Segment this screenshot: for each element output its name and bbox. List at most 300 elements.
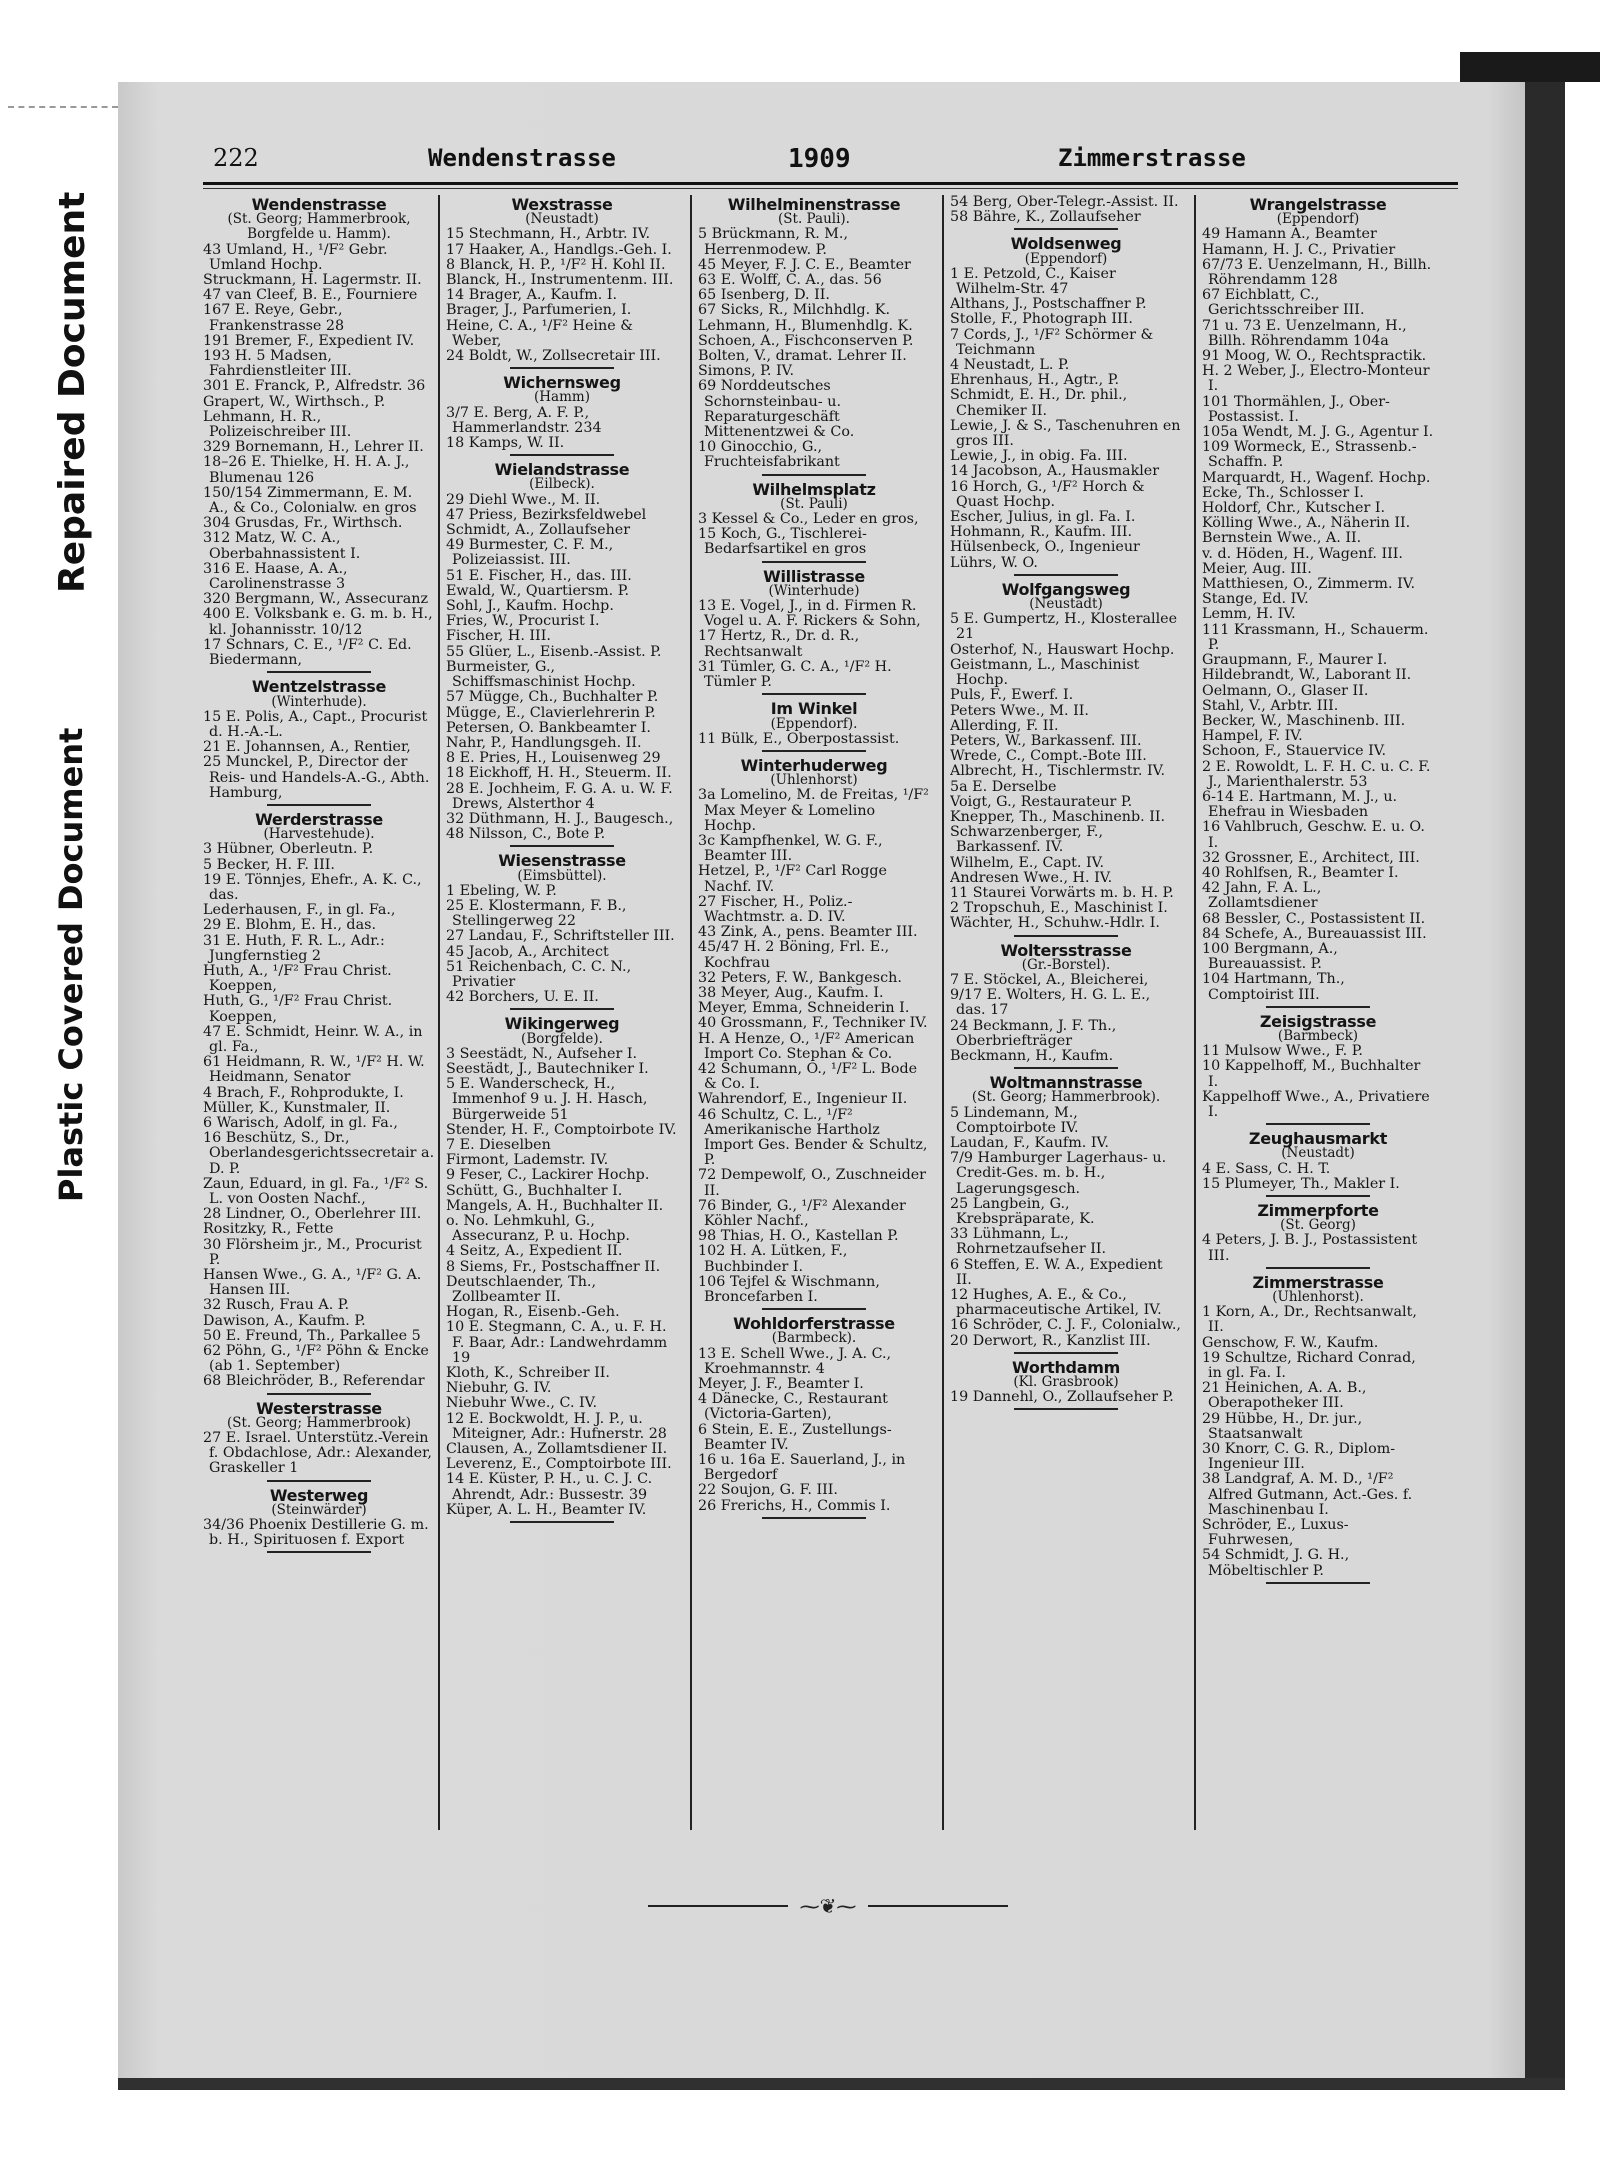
street-section — [1202, 1272, 1434, 1584]
resident-entry: 6 Stein, E. E., Zustellungs-Beamter IV. — [698, 1421, 892, 1453]
resident-entry: Fischer, H. III. — [446, 628, 551, 645]
resident-entry: 61 Heidmann, R. W., ¹/F² H. W. Heidmann, Senator — [203, 1054, 425, 1086]
ornament-line-left — [648, 1905, 788, 1907]
street-heading — [203, 1398, 435, 1431]
street-district: (Hamm) — [534, 389, 590, 406]
resident-entry: 15 E. Polis, A., Capt., Procurist d. H.-A.-L. — [203, 708, 428, 740]
street-heading — [203, 679, 435, 709]
resident-entry: 1 Ebeling, W. P. — [446, 882, 557, 899]
section-rule — [267, 1551, 371, 1553]
street-title: Zeughausmarkt — [1248, 1129, 1388, 1149]
resident-entry: 69 Norddeutsches Schornsteinbau- u. Reparaturgeschäft Mittenentzwei & Co. — [698, 378, 855, 441]
street-district: (Neustadt) — [525, 211, 599, 228]
resident-entry: H. 2 Weber, J., Electro-Monteur I. — [1202, 363, 1430, 395]
resident-entry: 105a Wendt, M. J. G., Agentur I. — [1202, 424, 1434, 441]
resident-entry: Heine, C. A., ¹/F² Heine & Weber, — [446, 317, 633, 349]
resident-entry: Bolten, V., dramat. Lehrer II. — [698, 348, 907, 365]
resident-entry: 63 E. Wolff, C. A., das. 56 — [698, 272, 882, 289]
resident-entry: 7 Cords, J., ¹/F² Schörmer & Teichmann — [950, 326, 1154, 358]
street-heading — [950, 1075, 1182, 1105]
street-district: (Gr.-Borstel). — [1021, 956, 1111, 973]
resident-entry: 45/47 H. 2 Böning, Frl. E., Kochfrau — [698, 939, 890, 971]
resident-entry: 32 Grossner, E., Architect, III. — [1202, 849, 1420, 866]
section-rule — [762, 693, 866, 695]
resident-entry: 14 Brager, A., Kaufm. I. — [446, 287, 618, 304]
resident-entry: Grapert, W., Wirthsch., P. — [203, 393, 386, 410]
resident-entry: Stender, H. F., Comptoirbote IV. — [446, 1121, 677, 1138]
resident-entry: Graupmann, F., Maurer I. — [1202, 652, 1388, 669]
resident-entry: 150/154 Zimmermann, E. M. A., & Co., Colonialw. en gros — [203, 484, 417, 517]
section-rule — [1266, 1267, 1370, 1269]
resident-entry: 27 E. Israel. Unterstütz.-Verein f. Obdachlose, Adr.: Alexander, Graskeller 1 — [203, 1430, 432, 1477]
street-district: (Uhlenhorst). — [1272, 1289, 1364, 1306]
page-number: 222 — [213, 144, 259, 172]
resident-entry: 21 Heinichen, A. A. B., Oberapotheker III. — [1202, 1380, 1367, 1412]
street-title: Willistrasse — [763, 566, 865, 586]
street-title: Zeisigstrasse — [1259, 1011, 1377, 1031]
resident-entry: 33 Lühmann, L., Rohrnetzaufseher II. — [950, 1226, 1107, 1258]
resident-entry: Stahl, V., Arbtr. III. — [1202, 697, 1339, 714]
street-section — [446, 462, 678, 847]
street-section — [698, 566, 930, 696]
header-rule-thin — [203, 188, 1458, 189]
section-rule — [1266, 1195, 1370, 1197]
section-rule — [267, 1393, 371, 1395]
resident-entry: 5 Brückmann, R. M., Herrenmodew. P. — [698, 226, 849, 258]
street-district: (St. Georg; Hammerbrook) — [226, 1414, 412, 1431]
resident-entry: Wächter, H., Schuhw.-Hdlr. I. — [950, 915, 1160, 932]
resident-entry: 42 Jahn, F. A. L., Zollamtsdiener — [1202, 880, 1322, 912]
resident-entry: 71 u. 73 E. Uenzelmann, H., Billh. Röhrendamm 104a — [1202, 317, 1407, 349]
resident-entry: 6 Warisch, Adolf, in gl. Fa., — [203, 1114, 398, 1131]
end-ornament — [648, 1894, 1008, 1918]
resident-entry: 34/36 Phoenix Destillerie G. m. b. H., Spirituosen f. Export — [203, 1517, 429, 1549]
resident-entry: 58 Bähre, K., Zollaufseher — [950, 209, 1141, 226]
resident-entry: 5 Lindemann, M., Comptoirbote IV. — [950, 1104, 1079, 1136]
resident-entry: Escher, Julius, in gl. Fa. I. — [950, 509, 1136, 526]
street-heading — [446, 1016, 678, 1046]
street-heading — [446, 462, 678, 492]
directory-columns — [203, 195, 1458, 1845]
street-district: (Eppendorf) — [1024, 250, 1108, 267]
resident-entry: Clausen, A., Zollamtsdiener II. — [446, 1441, 668, 1458]
resident-entry: 167 E. Reye, Gebr., Frankenstrasse 28 — [203, 302, 345, 334]
resident-entry: 316 E. Haase, A. A., Carolinenstrasse 3 — [203, 560, 348, 593]
resident-entry: 13 E. Schell Wwe., J. A. C., Kroehmannstr. 4 — [698, 1345, 892, 1377]
street-section — [950, 940, 1182, 1070]
street-title: Wohldorferstrasse — [733, 1314, 895, 1334]
resident-entry: Beckmann, H., Kaufm. — [950, 1047, 1114, 1064]
street-district: (Uhlenhorst) — [770, 772, 858, 789]
resident-entry: 84 Schefe, A., Bureauassist III. — [1202, 925, 1427, 942]
resident-entry: 43 Zink, A., pens. Beamter III. — [698, 924, 918, 941]
resident-entry: 27 Fischer, H., Poliz.-Wachtmstr. a. D. IV. — [698, 893, 853, 925]
resident-entry: 6-14 E. Hartmann, M. J., u. Ehefrau in Wiesbaden — [1202, 788, 1398, 821]
street-section — [950, 236, 1182, 575]
resident-entry: 11 Mulsow Wwe., F. P. — [1202, 1043, 1363, 1060]
section-rule — [1014, 935, 1118, 937]
resident-entry: 31 Tümler, G. C. A., ¹/F² H. Tümler P. — [698, 658, 892, 691]
resident-entry: 5 Becker, H. F. III. — [203, 856, 335, 873]
resident-entry: Peters, W., Barkassenf. III. — [950, 732, 1142, 749]
resident-entry: Meier, Aug. III. — [1202, 560, 1312, 577]
section-rule — [510, 367, 614, 369]
header-year: 1909 — [788, 144, 851, 174]
street-district: (Eimsbüttel). — [517, 867, 607, 884]
section-rule — [762, 1308, 866, 1310]
street-section — [446, 197, 678, 369]
street-heading — [203, 1485, 435, 1518]
resident-entry: Rositzky, R., Fette — [203, 1221, 334, 1238]
section-rule — [1014, 1408, 1118, 1410]
street-district: (Eilbeck). — [529, 476, 595, 493]
street-section — [698, 197, 930, 476]
street-section — [1202, 1011, 1434, 1125]
resident-entry: 32 Düthmann, H. J., Baugesch., — [446, 810, 674, 827]
directory-column-4 — [950, 195, 1182, 1845]
resident-entry: Brager, J., Parfumerien, I. — [446, 302, 632, 319]
repaired-document-label: Repaired Document — [52, 191, 93, 594]
resident-entry: 3 Seestädt, N., Aufseher I. — [446, 1045, 638, 1062]
street-section — [1202, 1131, 1434, 1197]
resident-entry: Lewie, J., in obig. Fa. III. — [950, 448, 1128, 465]
street-district: (Barmbeck) — [1277, 1027, 1359, 1044]
street-heading — [1202, 1131, 1434, 1161]
resident-entry: 1 E. Petzold, C., Kaiser Wilhelm-Str. 47 — [950, 265, 1116, 298]
resident-entry: 45 Jacob, A., Architect — [446, 943, 609, 960]
resident-entry: 62 Pöhn, G., ¹/F² Pöhn & Encke (ab 1. September) — [203, 1343, 429, 1375]
street-section — [698, 755, 930, 1310]
resident-entry: Wilhelm, E., Capt. IV. — [950, 854, 1105, 871]
resident-entry: H. A Henze, O., ¹/F² American Import Co. Stephan & Co. — [698, 1030, 915, 1062]
directory-column-2 — [446, 195, 678, 1845]
resident-entry: 12 Hughes, A. E., & Co., pharmaceutische Artikel, IV. — [950, 1287, 1162, 1319]
resident-entry: Hansen Wwe., G. A., ¹/F² G. A. Hansen III. — [203, 1267, 422, 1299]
street-district: (Harvestehude). — [263, 826, 375, 843]
street-heading — [698, 701, 930, 731]
street-heading — [1202, 1011, 1434, 1044]
resident-entry: Dawison, A., Kaufm. P. — [203, 1312, 366, 1329]
resident-entry: 106 Tejfel & Wischmann, Broncefarben I. — [698, 1273, 880, 1306]
street-section — [950, 579, 1182, 937]
resident-entry: 65 Isenberg, D. II. — [698, 287, 830, 304]
resident-entry: Müller, K., Kunstmaler, II. — [203, 1099, 391, 1116]
resident-entry: 30 Knorr, C. G. R., Diplom-Ingenieur III. — [1202, 1441, 1396, 1473]
resident-entry: 98 Thias, H. O., Kastellan P. — [698, 1228, 899, 1245]
street-title: Woltmannstrasse — [989, 1073, 1143, 1093]
street-title: Winterhuderweg — [740, 755, 888, 775]
resident-entry: 17 Schnars, C. E., ¹/F² C. Ed. Biedermann, — [203, 636, 412, 669]
street-heading — [446, 375, 678, 405]
resident-entry: 17 Hertz, R., Dr. d. R., Rechtsanwalt — [698, 628, 860, 660]
resident-entry: 46 Schultz, C. L., ¹/F² Amerikanische Hartholz Import Ges. Bender & Schultz, P. — [698, 1106, 928, 1169]
resident-entry: 47 van Cleef, B. E., Fourniere — [203, 287, 418, 304]
resident-entry: 18 Kamps, W. II. — [446, 435, 565, 452]
street-section — [950, 1075, 1182, 1354]
resident-entry: Nahr, P., Handlungsgeh. II. — [446, 734, 642, 751]
resident-entry: 320 Bergmann, W., Assecuranz — [203, 591, 428, 608]
resident-entry: 3c Kampfhenkel, W. G. F., Beamter III. — [698, 832, 883, 865]
street-heading — [203, 197, 435, 243]
resident-entry: 4 Brach, F., Rohprodukte, I. — [203, 1084, 404, 1101]
resident-entry: Hamann, H. J. C., Privatier — [1202, 241, 1396, 258]
resident-entry: 14 E. Küster, P. H., u. C. J. C. Ahrendt, Adr.: Bussestr. 39 — [446, 1471, 653, 1503]
resident-entry: Lederhausen, F., in gl. Fa., — [203, 902, 396, 919]
street-title: Worthdamm — [1012, 1357, 1120, 1377]
street-district: (Winterhude) — [768, 582, 860, 599]
resident-entry: 47 E. Schmidt, Heinr. W. A., in gl. Fa., — [203, 1023, 423, 1055]
resident-entry: 9 Feser, C., Lackirer Hochp. — [446, 1167, 650, 1184]
resident-entry: 1 Korn, A., Dr., Rechtsanwalt, II. — [1202, 1304, 1417, 1336]
resident-entry: 104 Hartmann, Th., Comptoirist III. — [1202, 971, 1345, 1003]
resident-entry: 51 E. Fischer, H., das. III. — [446, 567, 632, 584]
resident-entry: 30 Flörsheim jr., M., Procurist P. — [203, 1236, 422, 1268]
resident-entry: 28 Lindner, O., Oberlehrer III. — [203, 1206, 422, 1223]
resident-entry: 31 E. Huth, F. R. L., Adr.: Jungfernstieg 2 — [203, 932, 385, 964]
street-heading — [698, 197, 930, 227]
street-section — [1202, 1203, 1434, 1269]
section-rule — [510, 845, 614, 847]
street-heading — [1202, 1272, 1434, 1306]
street-title: Woltersstrasse — [1000, 940, 1132, 960]
resident-entry: Schütt, G., Buchhalter I. — [446, 1182, 623, 1199]
resident-entry: Schwarzenberger, F., Barkassenf. IV. — [950, 824, 1103, 856]
resident-entry: Burmeister, G., Schiffsmaschinist Hochp. — [446, 658, 636, 691]
resident-entry: 3 Kessel & Co., Leder en gros, — [698, 511, 919, 528]
street-heading — [950, 236, 1182, 266]
street-title: Wilhelmsplatz — [752, 479, 876, 499]
resident-entry: 4 E. Sass, C. H. T. — [1202, 1160, 1331, 1177]
street-district: (Borgfelde). — [521, 1030, 603, 1047]
resident-entry: 111 Krassmann, H., Schauerm. P. — [1202, 621, 1429, 653]
resident-entry: 5a E. Derselbe — [950, 778, 1057, 795]
resident-entry: 11 Bülk, E., Oberpostassist. — [698, 730, 900, 747]
street-title: Im Winkel — [770, 699, 858, 719]
resident-entry: 14 Jacobson, A., Hausmakler — [950, 463, 1160, 480]
resident-entry: Matthiesen, O., Zimmerm. IV. — [1202, 576, 1416, 593]
street-section — [446, 375, 678, 456]
resident-entry: Lehmann, H., Blumenhdlg. K. — [698, 317, 913, 334]
section-rule — [762, 1517, 866, 1519]
scan-border-top — [1460, 52, 1600, 82]
resident-entry: 4 Neustadt, L. P. — [950, 357, 1070, 374]
resident-entry: Geistmann, L., Maschinist Hochp. — [950, 656, 1140, 689]
resident-entry: 329 Bornemann, H., Lehrer II. — [203, 439, 424, 456]
resident-entry: Mangels, A. H., Buchhalter II. — [446, 1197, 664, 1214]
resident-entry: 2 E. Rowoldt, L. F. H. C. u. C. F. J., Marienthalerstr. 53 — [1202, 758, 1431, 790]
street-title: Wichernsweg — [503, 373, 621, 393]
street-title: Zimmerpforte — [1257, 1201, 1379, 1220]
street-title: Woldsenweg — [1010, 234, 1122, 254]
street-heading — [1202, 1203, 1434, 1233]
street-heading — [446, 853, 678, 883]
resident-entry: Schröder, E., Luxus-Fuhrwesen, — [1202, 1517, 1349, 1549]
resident-entry: 17 Haaker, A., Handlgs.-Geh. I. — [446, 241, 672, 258]
street-title: Wiesenstrasse — [498, 851, 626, 871]
resident-entry: 28 E. Jochheim, F. G. A. u. W. F. Drews, Alsterthor 4 — [446, 780, 673, 812]
resident-entry: 10 E. Stegmann, C. A., u. F. H. F. Baar, Adr.: Landwehrdamm 19 — [446, 1319, 668, 1366]
resident-entry: 301 E. Franck, P., Alfredstr. 36 — [203, 378, 426, 395]
resident-entry: 109 Wormeck, E., Strassenb.-Schaffn. P. — [1202, 439, 1417, 471]
resident-entry: 49 Hamann A., Beamter — [1202, 226, 1377, 243]
resident-entry: 8 Blanck, H. P., ¹/F² H. Kohl II. — [446, 256, 666, 273]
street-district: (Winterhude). — [271, 693, 367, 710]
resident-entry: 54 Berg, Ober-Telegr.-Assist. II. — [950, 195, 1179, 210]
street-section — [950, 1357, 1182, 1411]
resident-entry: Ewald, W., Quartiersm. P. — [446, 582, 629, 599]
resident-entry: Meyer, J. F., Beamter I. — [698, 1376, 864, 1393]
resident-entry: Knepper, Th., Maschinenb. II. — [950, 808, 1166, 825]
resident-entry: Bernstein Wwe., A. II. — [1202, 530, 1362, 547]
resident-entry: 19 E. Tönnjes, Ehefr., A. K. C., das. — [203, 871, 422, 903]
resident-entry: Hetzel, P., ¹/F² Carl Rogge Nachf. IV. — [698, 863, 887, 895]
resident-entry: Hampel, F. IV. — [1202, 728, 1303, 745]
cut-line — [8, 106, 118, 108]
resident-entry: 7 E. Stöckel, A., Bleicherei, — [950, 971, 1149, 988]
resident-entry: Voigt, G., Restaurateur P. — [950, 793, 1133, 810]
street-district: (Kl. Grasbrook) — [1013, 1374, 1119, 1391]
resident-entry: o. No. Lehmkuhl, G., Assecuranz, P. u. Hochp. — [446, 1213, 630, 1245]
street-title: Wexstrasse — [511, 195, 613, 214]
section-rule — [1014, 1352, 1118, 1354]
street-heading — [950, 579, 1182, 613]
resident-entry: 38 Landgraf, A. M. D., ¹/F² Alfred Gutmann, Act.-Ges. f. Maschinenbau I. — [1202, 1471, 1413, 1518]
resident-entry: 11 Staurei Vorwärts m. b. H. P. — [950, 884, 1174, 901]
resident-entry: 24 Beckmann, J. F. Th., Oberbriefträger — [950, 1017, 1117, 1049]
resident-entry: 304 Grusdas, Fr., Wirthsch. — [203, 515, 403, 532]
resident-entry: Oelmann, O., Glaser II. — [1202, 682, 1369, 699]
resident-entry: 16 Beschütz, S., Dr., Oberlandesgerichtssecretair a. D. P. — [203, 1130, 435, 1177]
resident-entry: 193 H. 5 Madsen, Fahrdienstleiter III. — [203, 348, 352, 380]
street-heading — [698, 479, 930, 512]
resident-entry: 68 Bleichröder, B., Referendar — [203, 1373, 425, 1390]
resident-entry: 48 Nilsson, C., Bote P. — [446, 826, 606, 843]
resident-entry: 42 Borchers, U. E. II. — [446, 989, 599, 1006]
resident-entry: Wrede, C., Compt.-Bote III. — [950, 748, 1147, 765]
resident-entry: 6 Steffen, E. W. A., Expedient II. — [950, 1256, 1163, 1288]
directory-column-3 — [698, 195, 930, 1845]
resident-entry: 22 Soujon, G. F. III. — [698, 1482, 838, 1499]
resident-entry: Wahrendorf, E., Ingenieur II. — [698, 1091, 908, 1108]
section-rule — [1266, 1123, 1370, 1125]
street-title: Wrangelstrasse — [1249, 195, 1387, 214]
resident-entry: 3a Lomelino, M. de Freitas, ¹/F² Max Meyer & Lomelino Hochp. — [698, 787, 929, 834]
resident-entry: Albrecht, H., Tischlermstr. IV. — [950, 763, 1166, 780]
street-title: Werderstrasse — [255, 809, 383, 829]
street-district: (Barmbeck). — [771, 1330, 857, 1347]
resident-entry: Seestädt, J., Bautechniker I. — [446, 1060, 649, 1077]
street-district: (St. Pauli) — [780, 495, 848, 512]
resident-entry: Huth, A., ¹/F² Frau Christ. Koeppen, — [203, 962, 392, 995]
street-title: Westerstrasse — [256, 1398, 382, 1418]
directory-column-5 — [1202, 195, 1434, 1845]
section-rule — [510, 1008, 614, 1010]
resident-entry: 19 Dannehl, O., Zollaufseher P. — [950, 1389, 1174, 1406]
resident-entry: 5 E. Wanderscheck, H., Immenhof 9 u. J. H. Hasch, Bürgerweide 51 — [446, 1076, 648, 1123]
street-heading — [950, 1357, 1182, 1391]
street-section — [446, 1016, 678, 1523]
street-heading — [203, 809, 435, 843]
resident-entry: Osterhof, N., Hauswart Hochp. — [950, 641, 1175, 658]
street-title: Wilhelminenstrasse — [727, 195, 901, 214]
resident-entry: 10 Kappelhoff, M., Buchhalter I. — [1202, 1058, 1421, 1090]
resident-entry: Huth, G., ¹/F² Frau Christ. Koeppen, — [203, 993, 393, 1025]
resident-entry: 101 Thormählen, J., Ober-Postassist. I. — [1202, 393, 1390, 425]
street-district: (Steinwärder) — [271, 1501, 367, 1518]
street-title: Wentzelstrasse — [251, 677, 387, 697]
resident-entry: 5 E. Gumpertz, H., Klosterallee 21 — [950, 611, 1178, 643]
resident-entry: 15 Stechmann, H., Arbtr. IV. — [446, 226, 651, 243]
header-right-street: Zimmerstrasse — [1058, 144, 1246, 172]
resident-entry: Kölling Wwe., A., Näherin II. — [1202, 515, 1411, 532]
resident-entry: Stolle, F., Photograph III. — [950, 311, 1133, 328]
section-rule — [510, 1521, 614, 1523]
resident-entry: Leverenz, E., Comptoirbote III. — [446, 1456, 672, 1473]
resident-entry: Laudan, F., Kaufm. IV. — [950, 1134, 1109, 1151]
street-district: (Eppendorf). — [770, 715, 858, 732]
street-title: Westerweg — [269, 1485, 369, 1505]
resident-entry: 54 Schmidt, J. G. H., Möbeltischler P. — [1202, 1547, 1350, 1579]
resident-entry: 18–26 E. Thielke, H. H. A. J., Blumenau 126 — [203, 454, 410, 486]
resident-entry: 25 E. Klostermann, F. B., Stellingerweg 22 — [446, 897, 627, 930]
section-rule — [267, 804, 371, 806]
section-rule — [762, 750, 866, 752]
resident-entry: 16 Schröder, C. J. F., Colonialw., — [950, 1317, 1181, 1334]
ornament-line-right — [868, 1905, 1008, 1907]
street-district: (Neustadt) — [1029, 596, 1103, 613]
resident-entry: Andresen Wwe., H. IV. — [950, 869, 1113, 886]
resident-entry: 25 Langbein, G., Krebspräparate, K. — [950, 1195, 1095, 1227]
resident-entry: Niebuhr Wwe., C. IV. — [446, 1395, 598, 1412]
resident-entry: Küper, A. L. H., Beamter IV. — [446, 1501, 647, 1518]
resident-entry: 9/17 E. Wolters, H. G. L. E., das. 17 — [950, 987, 1151, 1019]
street-title: Wikingerweg — [504, 1014, 620, 1034]
resident-entry: Allerding, F. II. — [950, 717, 1059, 734]
resident-entry: 3/7 E. Berg, A. F. P., Hammerlandstr. 234 — [446, 404, 602, 436]
resident-entry: Hohmann, R., Kaufm. III. — [950, 524, 1133, 541]
resident-entry: 29 Hübbe, H., Dr. jur., Staatsanwalt — [1202, 1410, 1363, 1442]
resident-entry: 400 E. Volksbank e. G. m. b. H., kl. Johannisstr. 10/12 — [203, 606, 433, 638]
resident-entry: 10 Ginocchio, G., Fruchteisfabrikant — [698, 439, 840, 471]
resident-entry: 27 Landau, F., Schriftsteller III. — [446, 928, 675, 945]
street-heading — [1202, 197, 1434, 227]
section-rule — [1014, 574, 1118, 576]
section-rule — [1014, 1067, 1118, 1069]
street-heading — [698, 755, 930, 789]
street-heading — [698, 1316, 930, 1346]
resident-entry: 47 Priess, Bezirksfeldwebel — [446, 506, 647, 523]
resident-entry: 43 Umland, H., ¹/F² Gebr. Umland Hochp. — [203, 241, 388, 273]
resident-entry: Struckmann, H. Lagermstr. II. — [203, 272, 422, 289]
resident-entry: 7 E. Dieselben — [446, 1136, 551, 1153]
resident-entry: 20 Derwort, R., Kanzlist III. — [950, 1332, 1151, 1349]
resident-entry: Sohl, J., Kaufm. Hochp. — [446, 598, 614, 615]
section-rule — [762, 561, 866, 563]
street-district: (St. Georg; Hammerbrook, Borgfelde u. Hamm). — [227, 211, 411, 243]
resident-entry: 72 Dempewolf, O., Zuschneider II. — [698, 1167, 927, 1199]
resident-entry: 67 Eichblatt, C., Gerichtsschreiber III. — [1202, 287, 1365, 319]
resident-entry: Niebuhr, G. IV. — [446, 1380, 552, 1397]
resident-entry: 38 Meyer, Aug., Kaufm. I. — [698, 984, 884, 1001]
resident-entry: v. d. Höden, H., Wagenf. III. — [1202, 545, 1403, 562]
resident-entry: 40 Grossmann, F., Techniker IV. — [698, 1015, 928, 1032]
resident-entry: Zaun, Eduard, in gl. Fa., ¹/F² S. L. von Oosten Nachf., — [203, 1175, 429, 1207]
resident-entry: 55 Glüer, L., Eisenb.-Assist. P. — [446, 643, 662, 660]
resident-entry: 29 Diehl Wwe., M. II. — [446, 491, 601, 508]
resident-entry: 25 Munckel, P., Director der Reis- und Handels-A.-G., Abth. Hamburg, — [203, 754, 430, 801]
ornament-flourish: ⁓❦⁓ — [799, 1894, 857, 1918]
resident-entry: 8 Siems, Fr., Postschaffner II. — [446, 1258, 661, 1275]
